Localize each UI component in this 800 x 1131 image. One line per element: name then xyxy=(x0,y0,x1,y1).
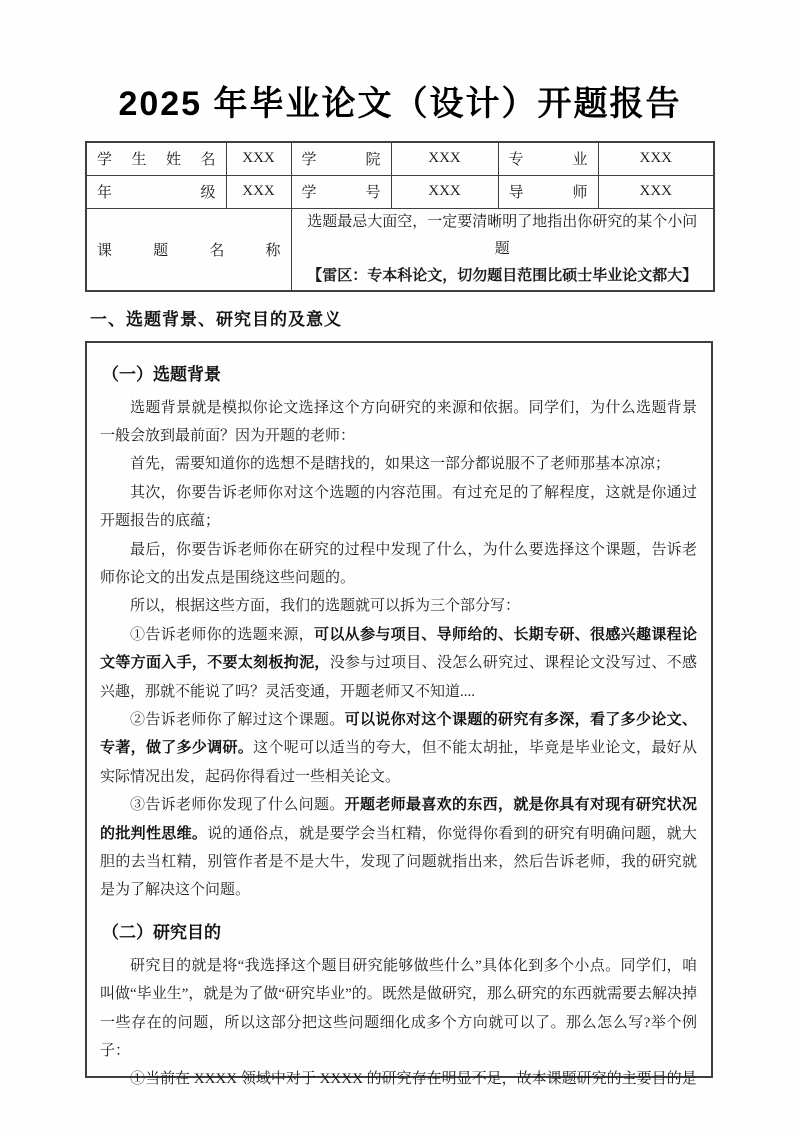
advisor-value: XXX xyxy=(598,175,714,208)
topic-name-label: 课题名称 xyxy=(86,208,291,291)
advisor-label: 导师 xyxy=(498,175,598,208)
section-1-box xyxy=(85,341,713,1088)
college-value: XXX xyxy=(391,142,498,175)
topic-name-cell xyxy=(291,208,714,291)
major-value: XXX xyxy=(598,142,714,175)
subsection-1-heading: （一）选题背景 xyxy=(102,364,221,384)
paragraph-purpose-2: ①当前在 XXXX 领域中对于 XXXX 的研究存在明显不足，故本课题研究的主要目的是 xyxy=(130,1071,697,1088)
section-1-heading: 一、选题背景、研究目的及意义 xyxy=(90,309,342,329)
topic-row xyxy=(86,208,714,291)
major-label: 专业 xyxy=(498,142,598,175)
student-id-label: 学号 xyxy=(291,175,391,208)
student-info-table xyxy=(85,141,715,292)
document-content xyxy=(85,141,713,1088)
topic-warning-text: 【雷区：专本科论文，切勿题目范围比硕士毕业论文都大】 xyxy=(307,267,698,284)
student-id-value: XXX xyxy=(391,175,498,208)
grade-value: XXX xyxy=(226,175,291,208)
paragraph-background-point-2: ②告诉老师你了解过这个课题。可以说你对这个课题的研究有多深，看了多少论文、专著，做了多少调研。这个呢可以适当的夸大，但不能太胡扯，毕竟是毕业论文，最好从实际情况出发，起码你得看过一些相关论文。 xyxy=(100,711,697,785)
student-name-value: XXX xyxy=(226,142,291,175)
info-row-1 xyxy=(86,142,714,175)
info-row-2 xyxy=(86,175,714,208)
grade-label: 年级 xyxy=(86,175,226,208)
paragraph-purpose-1: 研究目的就是将“我选择这个题目研究能够做些什么”具体化到多个小点。同学们，咱叫做“毕业生”，就是为了做“研究毕业”的。既然是做研究，那么研究的东西就需要去解决掉一些存在的问题，所以这部分把这些问题细化成多个方向就可以了。那么怎么写?举个例子： xyxy=(100,957,697,1060)
paragraph-background-point-1: ①告诉老师你的选题来源，可以从参与项目、导师给的、长期专研、很感兴趣课程论文等方面入手，不要太刻板拘泥，没参与过项目、没怎么研究过、课程论文没写过、不感兴趣，那就不能说了吗？灵活变通，开题老师又不知道.... xyxy=(100,626,697,700)
paragraph-background-4: 最后，你要告诉老师你在研究的过程中发现了什么，为什么要选择这个课题，告诉老师你论文的出发点是围绕这些问题的。 xyxy=(100,541,697,586)
topic-advice-text: 选题最忌大面空，一定要清晰明了地指出你研究的某个小问题 xyxy=(307,213,698,257)
subsection-2-heading: （二）研究目的 xyxy=(102,922,221,942)
page-title: 2025 年毕业论文（设计）开题报告 xyxy=(118,85,682,123)
paragraph-background-5: 所以，根据这些方面，我们的选题就可以拆为三个部分写： xyxy=(130,598,521,615)
paragraph-background-3: 其次，你要告诉老师你对这个选题的内容范围。有过充足的了解程度，这就是你通过开题报告的底蕴； xyxy=(100,484,697,530)
paragraph-background-1: 选题背景就是模拟你论文选择这个方向研究的来源和依据。同学们，为什么选题背景一般会放到最前面？因为开题的老师： xyxy=(100,399,697,444)
student-name-label: 学生姓名 xyxy=(86,142,226,175)
paragraph-background-2: 首先，需要知道你的选想不是瞎找的，如果这一部分都说服不了老师那基本凉凉； xyxy=(130,456,671,473)
paragraph-background-point-3: ③告诉老师你发现了什么问题。开题老师最喜欢的东西，就是你具有对现有研究状况的批判性思维。说的通俗点，就是要学会当杠精，你觉得你看到的研究有明确问题，就大胆的去当杠精，别管作者是不是大牛，发现了问题就指出来，然后告诉老师，我的研究就是为了解决这个问题。 xyxy=(100,797,697,899)
college-label: 学院 xyxy=(291,142,391,175)
